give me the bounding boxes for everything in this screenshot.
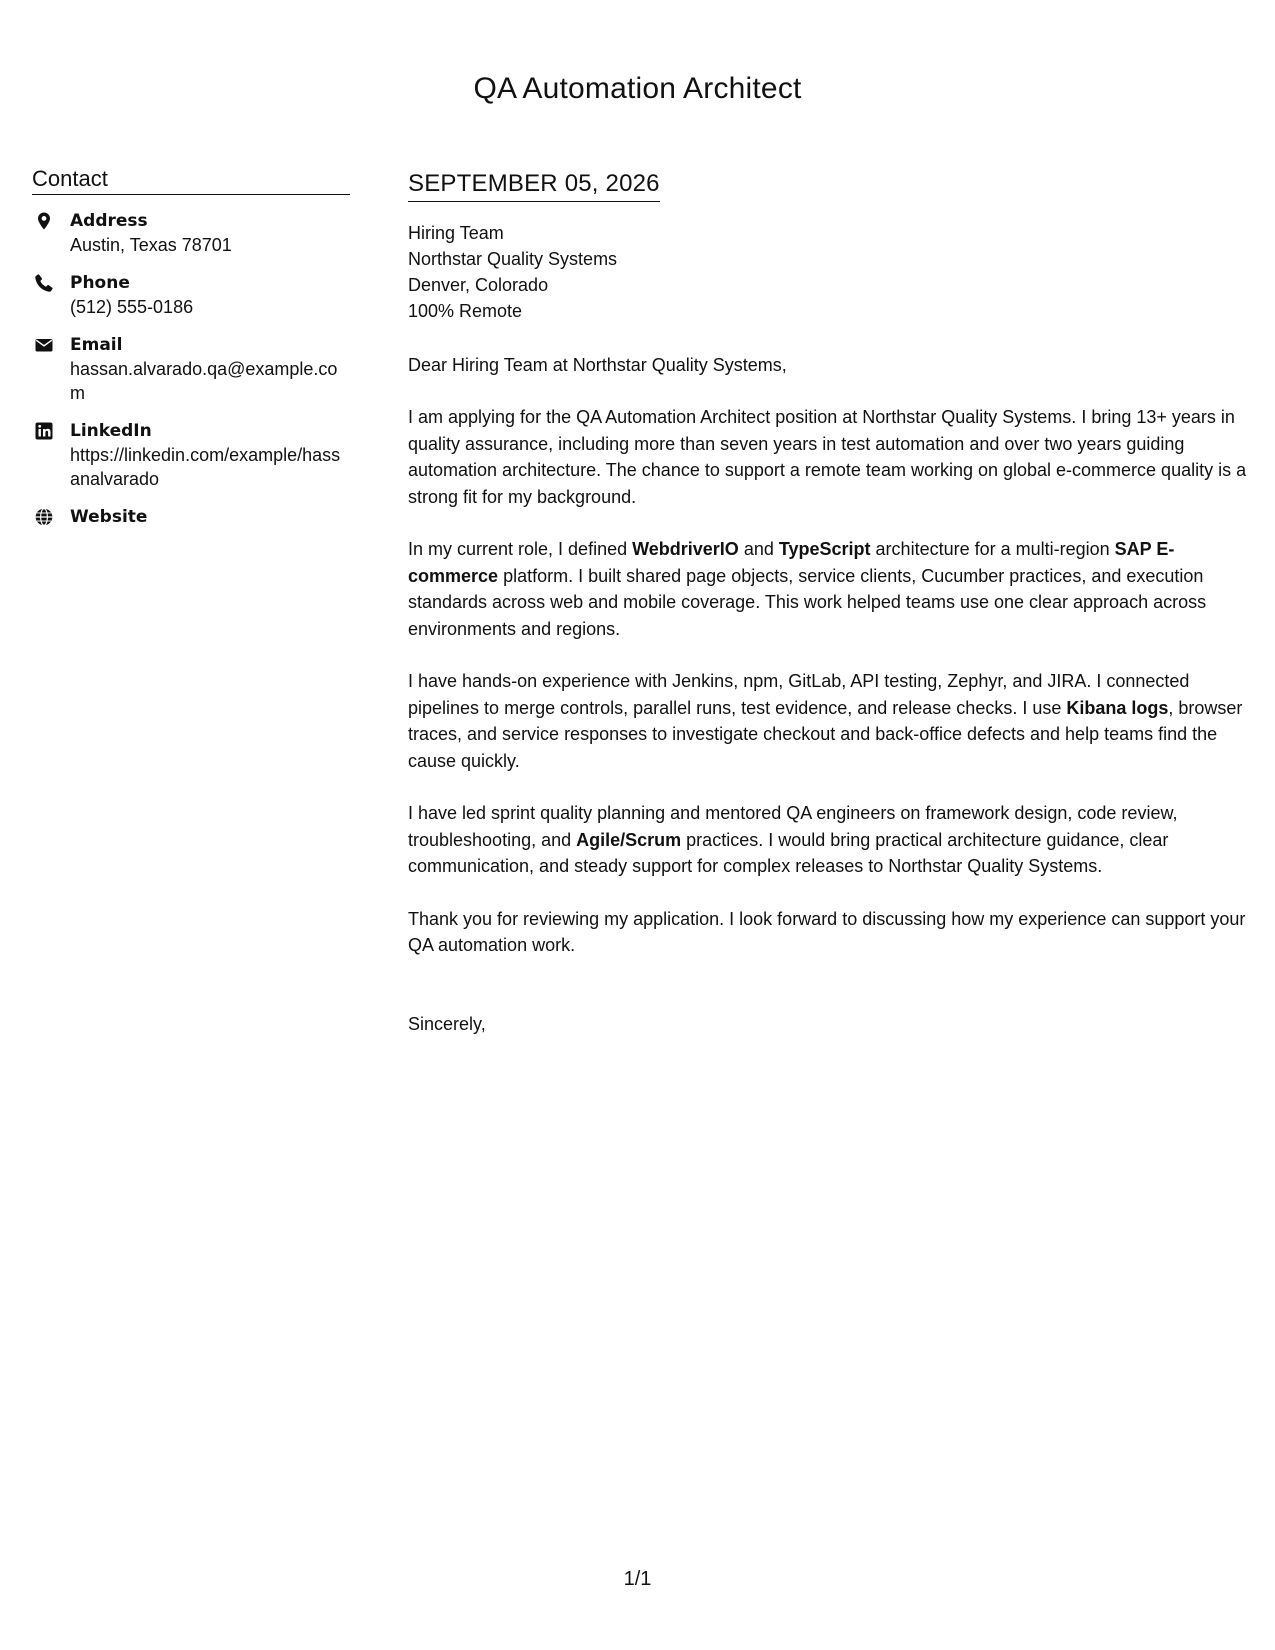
page-number: 1/1: [623, 1568, 652, 1590]
letter-paragraph: [408, 800, 1248, 880]
letter-paragraph: [408, 404, 1248, 510]
bold-text: SAP E-commerce: [408, 539, 1175, 586]
salutation: Dear Hiring Team at Northstar Quality Systems,: [408, 355, 787, 375]
bold-text: TypeScript: [778, 539, 871, 559]
paragraph-text: In my current role, I defined: [408, 539, 633, 559]
paragraph-text: I have led sprint quality planning and mentored QA engineers on framework design, code review, troubleshooting, and: [408, 803, 1178, 850]
contact-item-email: [32, 333, 350, 405]
contact-value: (512) 555-0186: [70, 297, 194, 317]
linkedin-icon: [34, 421, 54, 441]
recipient-line: Northstar Quality Systems: [408, 249, 618, 269]
paragraph-text: Thank you for reviewing my application. I look forward to discussing how my experience can support your QA automation work.: [408, 908, 1246, 955]
contact-sidebar: [32, 166, 350, 543]
phone-icon: [34, 273, 54, 293]
map-pin-icon: [34, 211, 54, 231]
bold-text: WebdriverIO: [632, 539, 739, 559]
contact-value: hassan.alvarado.qa@example.com: [70, 359, 338, 403]
contact-value: Austin, Texas 78701: [70, 235, 232, 255]
recipient-line: Hiring Team: [408, 223, 504, 243]
contact-label: Email: [70, 335, 123, 355]
contact-item-website: [32, 505, 350, 529]
letter-body: [408, 170, 1248, 1037]
paragraph-text: I have hands-on experience with Jenkins, npm, GitLab, API testing, Zephyr, and JIRA. I connected pipelines to merge controls, parallel runs, test evidence, and release checks. I use: [408, 671, 1190, 718]
letter-date: SEPTEMBER 05, 2026: [408, 170, 660, 202]
contact-item-phone: [32, 271, 350, 319]
recipient-line: Denver, Colorado: [408, 275, 549, 295]
contact-item-address: [32, 209, 350, 257]
letter-paragraphs: [408, 404, 1248, 959]
closing: Sincerely,: [408, 1013, 486, 1034]
bold-text: Agile/Scrum: [576, 829, 682, 850]
contact-heading: Contact: [32, 166, 350, 195]
contact-item-linkedin: [32, 419, 350, 491]
contact-label: Website: [70, 507, 148, 527]
paragraph-text: platform. I built shared page objects, service clients, Cucumber practices, and execution standards across web and mobile coverage. This work helped teams use one clear approach across environments and regions.: [408, 565, 1207, 639]
paragraph-text: practices. I would bring practical architecture guidance, clear communication, and steady support for complex releases to Northstar Quality Systems.: [408, 829, 1169, 876]
page-title: QA Automation Architect: [473, 72, 802, 105]
envelope-icon: [34, 335, 54, 355]
paragraph-text: , browser traces, and service responses to investigate checkout and back-office defects and help teams find the cause quickly.: [408, 697, 1243, 771]
letter-paragraph: [408, 536, 1248, 642]
recipient-block: [408, 220, 1248, 324]
contact-value: https://linkedin.com/example/hassanalvarado: [70, 445, 341, 489]
globe-icon: [34, 507, 54, 527]
letter-paragraph: [408, 906, 1248, 959]
contact-label: Address: [70, 211, 148, 231]
contact-label: LinkedIn: [70, 421, 152, 441]
paragraph-text: and: [738, 539, 779, 559]
contact-label: Phone: [70, 273, 130, 293]
recipient-line: 100% Remote: [408, 301, 523, 321]
paragraph-text: I am applying for the QA Automation Architect position at Northstar Quality Systems. I bring 13+ years in quality assurance, including more than seven years in test automation and over two years guiding automation architecture. The chance to support a remote team working on global e-commerce quality is a strong fit for my background.: [408, 407, 1247, 507]
paragraph-text: architecture for a multi-region: [870, 539, 1115, 559]
bold-text: Kibana logs: [1066, 697, 1169, 718]
letter-paragraph: [408, 668, 1248, 774]
